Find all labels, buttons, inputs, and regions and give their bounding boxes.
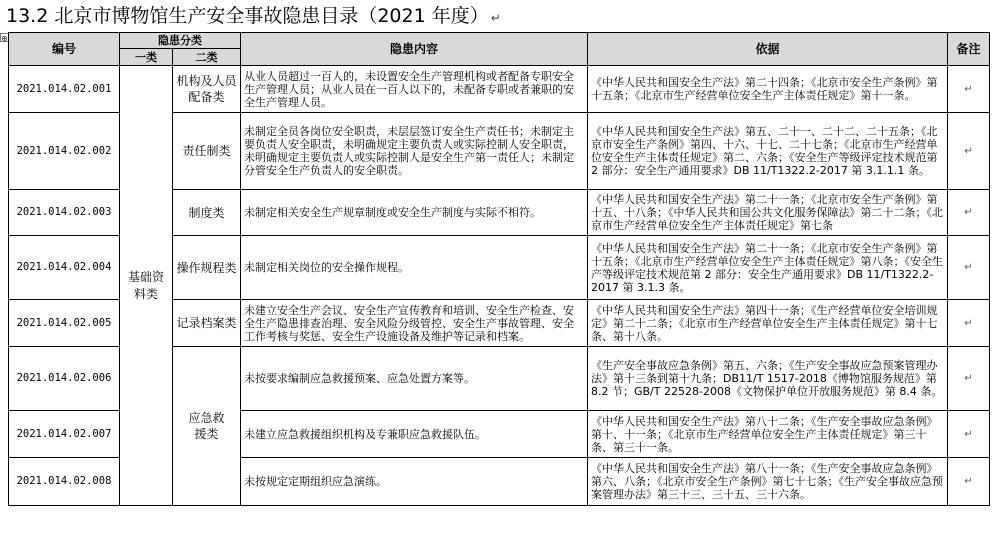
row-content: 未建立应急救援组织机构及专兼职应急救援队伍。 <box>241 411 588 458</box>
header-content: 隐患内容 <box>241 33 588 66</box>
row-code: 2021.014.02.003 <box>9 190 120 236</box>
hazard-table <box>8 32 990 506</box>
row-basis: 《中华人民共和国安全生产法》第八十一条；《生产安全事故应急条例》第六、八条；《北京市安全生产条例》第七十七条；《生产安全事故应急预案管理办法》第三十三、三十五、三十六条。 <box>588 458 948 506</box>
row-code: 2021.014.02.006 <box>9 347 120 411</box>
row-cat2: 机构及人员配备类 <box>173 66 241 113</box>
row-content: 从业人员超过一百人的，未设置安全生产管理机构或者配备专职安全生产管理人员；从业人员在一百人以下的，未配备专职或者兼职的安全生产管理人员。 <box>241 66 588 113</box>
row-note: ↵ <box>948 411 990 458</box>
row-note: ↵ <box>948 236 990 300</box>
header-cat1: 一类 <box>120 49 173 66</box>
row-note: ↵ <box>948 458 990 506</box>
shared-cat2-cell <box>173 347 241 506</box>
document-title <box>6 4 501 28</box>
row-basis: 《中华人民共和国安全生产法》第二十四条；《北京市安全生产条例》第十五条；《北京市生产经营单位安全生产主体责任规定》第十一条。 <box>588 66 948 113</box>
title-text: 13.2 北京市博物馆生产安全事故隐患目录（2021 年度） <box>6 5 489 27</box>
row-note: ↵ <box>948 190 990 236</box>
header-code: 编号 <box>9 33 120 66</box>
row-code: 2021.014.02.007 <box>9 411 120 458</box>
row-cat2: 制度类 <box>173 190 241 236</box>
row-content: 未建立安全生产会议、安全生产宣传教育和培训、安全生产检查、安全生产隐患排查治理、安全风险分级管控、安全生产事故管理、安全工作考核与奖惩、安全生产设施设备及维护等记录和档案。 <box>241 300 588 347</box>
row-basis: 《中华人民共和国安全生产法》第四十一条；《生产经营单位安全培训规定》第二十二条；《北京市生产经营单位安全生产主体责任规定》第十七条、第十八条。 <box>588 300 948 347</box>
row-basis: 《中华人民共和国安全生产法》第二十一条；《北京市安全生产条例》第十五条；《北京市生产经营单位安全生产主体责任规定》第八条；《安全生产等级评定技术规范第 2 部分：安全生产通用要求》DB 11/T1322.2-2017 第 3.1.3 条。 <box>588 236 948 300</box>
row-content: 未制定相关安全生产规章制度或安全生产制度与实际不相符。 <box>241 190 588 236</box>
row-code: 2021.014.02.004 <box>9 236 120 300</box>
row-note: ↵ <box>948 66 990 113</box>
row-cat2: 操作规程类 <box>173 236 241 300</box>
row-note: ↵ <box>948 113 990 190</box>
row-basis: 《中华人民共和国安全生产法》第二十一条；《北京市安全生产条例》第十五、十八条；《中华人民共和国公共文化服务保障法》第二十二条；《北京市生产经营单位安全生产主体责任规定》第七条 <box>588 190 948 236</box>
paragraph-mark: ↵ <box>490 11 501 25</box>
row-code: 2021.014.02.001 <box>9 66 120 113</box>
row-basis: 《中华人民共和国安全生产法》第八十二条；《生产安全事故应急条例》第十、十一条；《北京市生产经营单位安全生产主体责任规定》第三十条、第三十一条。 <box>588 411 948 458</box>
row-content: 未制定相关岗位的安全操作规程。 <box>241 236 588 300</box>
category1-label: 基础资料类 <box>127 269 164 301</box>
header-note: 备注 <box>948 33 990 66</box>
header-category: 隐患分类 <box>120 33 241 49</box>
row-basis: 《生产安全事故应急条例》第五、六条；《生产安全事故应急预案管理办法》第十三条到第十九条；DB11/T 1517-2018《博物馆服务规范》第 8.2 节；GB/T 22528-2008《文物保护单位开放服务规范》第 8.4 条。 <box>588 347 948 411</box>
row-content: 未按规定定期组织应急演练。 <box>241 458 588 506</box>
row-cat2: 记录档案类 <box>173 300 241 347</box>
header-cat2: 二类 <box>173 49 241 66</box>
header-basis: 依据 <box>588 33 948 66</box>
row-code: 2021.014.02.002 <box>9 113 120 190</box>
table-row <box>9 66 990 113</box>
row-note: ↵ <box>948 300 990 347</box>
row-content: 未制定全员各岗位安全职责，未层层签订安全生产责任书；未制定主要负责人安全职责，未明确规定主要负责人或实际控制人安全职责，未明确规定主要负责人或实际控制人是安全生产第一责任人；未制定分管安全生产负责人的安全职责。 <box>241 113 588 190</box>
row-note: ↵ <box>948 347 990 411</box>
row-cat2: 责任制类 <box>173 113 241 190</box>
row-basis: 《中华人民共和国安全生产法》第五、二十一、二十二、二十五条；《北京市安全生产条例》第四、十六、十七、二十七条；《北京市生产经营单位安全生产主体责任规定》第二、六条；《安全生产等级评定技术规范第 2 部分：安全生产通用要求》DB 11/T1322.2-2017 第 3.1.1.1 条。 <box>588 113 948 190</box>
table-move-handle-icon[interactable]: ⊕ <box>1 34 8 43</box>
row-code: 2021.014.02.008 <box>9 458 120 506</box>
category1-cell <box>120 66 173 506</box>
row-code: 2021.014.02.005 <box>9 300 120 347</box>
row-content: 未按要求编制应急救援预案、应急处置方案等。 <box>241 347 588 411</box>
shared-cat2-label: 应急救援类 <box>188 411 225 441</box>
